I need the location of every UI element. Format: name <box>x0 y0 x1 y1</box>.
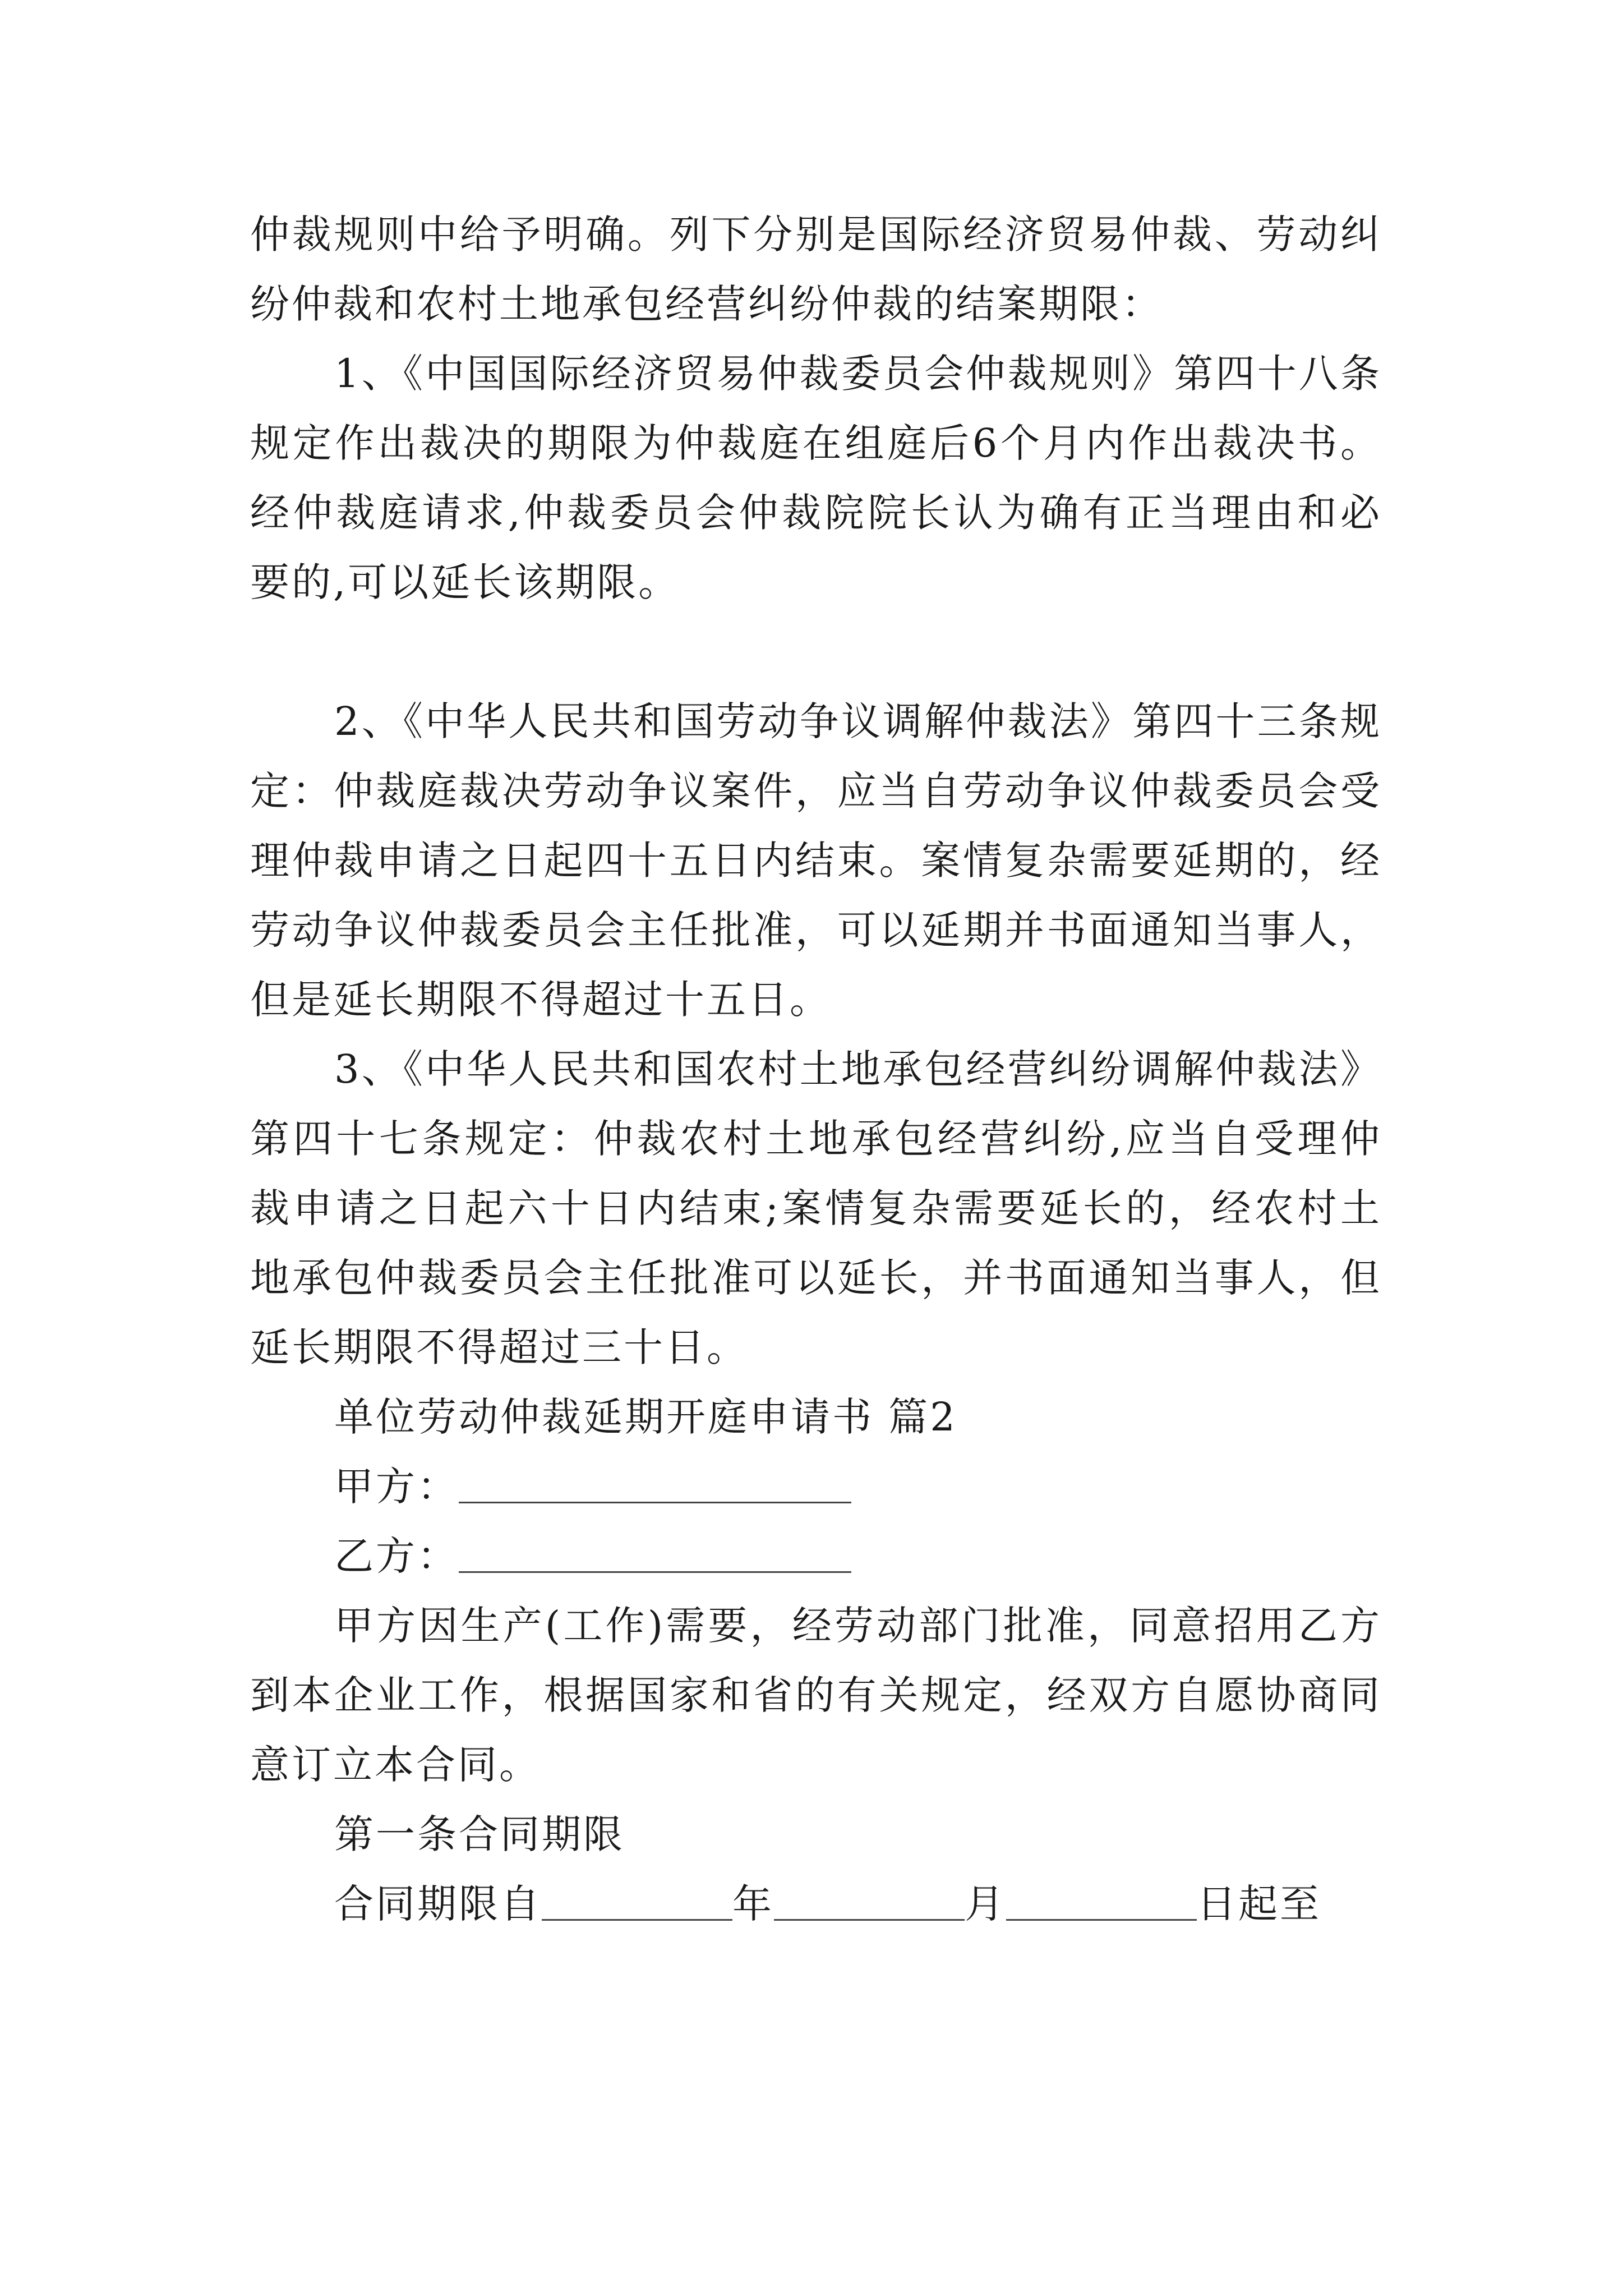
section-title: 单位劳动仲裁延期开庭申请书 篇2 <box>334 1394 957 1440</box>
term-line <box>334 1869 1321 1939</box>
party-a-line <box>334 1452 851 1521</box>
term-month-label: 月 <box>965 1881 1006 1927</box>
party-b-blank[interactable] <box>459 1532 851 1573</box>
article-1-title: 第一条合同期限 <box>334 1811 625 1857</box>
paragraph-agreement: 甲方因生产(工作)需要，经劳动部门批准，同意招用乙方到本企业工作，根据国家和省的有关规定，经双方自愿协商同意订立本合同。 <box>250 1603 1382 1788</box>
term-start-day-blank[interactable] <box>1006 1880 1197 1921</box>
paragraph-item-3: 3、《中华人民共和国农村土地承包经营纠纷调解仲裁法》第四十七条规定：仲裁农村土地承包经营纠纷,应当自受理仲裁申请之日起六十日内结束;案情复杂需要延长的，经农村土地承包仲裁委员会主任批准可以延长，并书面通知当事人，但延长期限不得超过三十日。 <box>250 1046 1382 1370</box>
term-start-year-blank[interactable] <box>542 1880 732 1921</box>
term-start-month-blank[interactable] <box>774 1880 965 1921</box>
paragraph-intro: 仲裁规则中给予明确。列下分别是国际经济贸易仲裁、劳动纠纷仲裁和农村土地承包经营纠纷仲裁的结案期限： <box>250 211 1382 327</box>
party-a-label: 甲方： <box>334 1464 459 1510</box>
term-prefix: 合同期限自 <box>334 1881 542 1927</box>
term-year-label: 年 <box>732 1881 774 1927</box>
party-a-blank[interactable] <box>459 1462 851 1503</box>
paragraph-item-1: 1、《中国国际经济贸易仲裁委员会仲裁规则》第四十八条规定作出裁决的期限为仲裁庭在组庭后6个月内作出裁决书。经仲裁庭请求,仲裁委员会仲裁院院长认为确有正当理由和必要的,可以延长该期限。 <box>250 351 1382 605</box>
paragraph-item-2: 2、《中华人民共和国劳动争议调解仲裁法》第四十三条规定：仲裁庭裁决劳动争议案件，应当自劳动争议仲裁委员会受理仲裁申请之日起四十五日内结束。案情复杂需要延期的，经劳动争议仲裁委员会主任批准，可以延期并书面通知当事人，但是延长期限不得超过十五日。 <box>250 698 1382 1023</box>
party-b-line <box>334 1521 851 1591</box>
term-suffix: 日起至 <box>1197 1881 1321 1927</box>
party-b-label: 乙方： <box>334 1533 459 1579</box>
